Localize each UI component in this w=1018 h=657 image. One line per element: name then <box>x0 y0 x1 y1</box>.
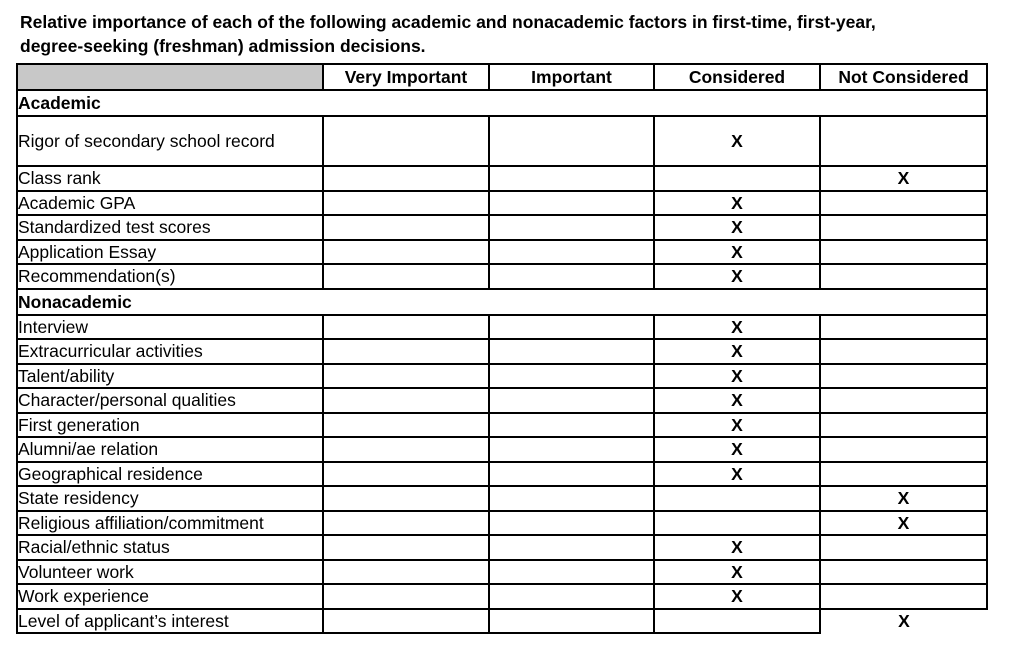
table-row <box>17 116 987 166</box>
section-header-row <box>17 90 987 116</box>
factor-label: Racial/ethnic status <box>17 535 323 560</box>
importance-mark-cell: X <box>654 560 820 585</box>
table-row <box>17 215 987 240</box>
section-header-row <box>17 289 987 315</box>
importance-mark-cell <box>820 191 987 216</box>
importance-mark-cell <box>323 511 489 536</box>
importance-mark-cell: X <box>820 511 987 536</box>
importance-mark-cell <box>323 413 489 438</box>
importance-mark-cell <box>820 535 987 560</box>
importance-mark-cell: X <box>654 364 820 389</box>
table-row <box>17 240 987 265</box>
factor-label: Extracurricular activities <box>17 339 323 364</box>
factor-label: Talent/ability <box>17 364 323 389</box>
importance-mark-cell <box>489 535 654 560</box>
importance-mark-cell: X <box>654 413 820 438</box>
table-row <box>17 339 987 364</box>
factor-label: Academic GPA <box>17 191 323 216</box>
importance-mark-cell <box>323 264 489 289</box>
importance-mark-cell <box>489 511 654 536</box>
importance-mark-cell <box>820 315 987 340</box>
table-row <box>17 437 987 462</box>
table-row <box>17 166 987 191</box>
importance-mark-cell <box>489 462 654 487</box>
factor-label: Character/personal qualities <box>17 388 323 413</box>
importance-mark-cell <box>820 388 987 413</box>
importance-mark-cell <box>489 116 654 166</box>
factor-label: Geographical residence <box>17 462 323 487</box>
title-line-1: Relative importance of each of the following academic and nonacademic factors in first-time, first-year, <box>20 12 876 32</box>
importance-mark-cell: X <box>654 388 820 413</box>
importance-mark-cell <box>489 609 654 634</box>
table-row <box>17 511 987 536</box>
column-header: Important <box>489 64 654 90</box>
importance-mark-cell <box>489 215 654 240</box>
admission-factors-table <box>16 63 988 634</box>
importance-mark-cell <box>323 462 489 487</box>
importance-mark-cell <box>820 413 987 438</box>
table-body <box>17 90 987 633</box>
importance-mark-cell <box>323 116 489 166</box>
table-row <box>17 535 987 560</box>
importance-mark-cell <box>820 364 987 389</box>
table-row <box>17 486 987 511</box>
importance-mark-cell <box>489 240 654 265</box>
importance-mark-cell <box>489 166 654 191</box>
importance-mark-cell <box>323 535 489 560</box>
factor-label: Rigor of secondary school record <box>17 116 323 166</box>
importance-mark-cell <box>489 364 654 389</box>
importance-mark-cell <box>654 166 820 191</box>
importance-mark-cell <box>489 437 654 462</box>
importance-mark-cell: X <box>654 215 820 240</box>
importance-mark-cell: X <box>654 462 820 487</box>
importance-mark-cell <box>820 116 987 166</box>
importance-mark-cell <box>323 215 489 240</box>
column-header: Not Considered <box>820 64 987 90</box>
importance-mark-cell <box>820 215 987 240</box>
factor-label: First generation <box>17 413 323 438</box>
importance-mark-cell <box>489 486 654 511</box>
importance-mark-cell <box>820 339 987 364</box>
importance-mark-cell <box>489 413 654 438</box>
table-row <box>17 364 987 389</box>
section-title: Academic <box>17 90 987 116</box>
importance-mark-cell: X <box>654 535 820 560</box>
importance-mark-cell <box>654 486 820 511</box>
importance-mark-cell: X <box>654 264 820 289</box>
importance-mark-cell <box>820 437 987 462</box>
importance-mark-cell <box>323 584 489 609</box>
importance-mark-cell <box>654 511 820 536</box>
importance-mark-cell <box>820 264 987 289</box>
importance-mark-cell <box>489 560 654 585</box>
importance-mark-cell <box>323 609 489 634</box>
importance-mark-cell: X <box>654 437 820 462</box>
importance-mark-cell <box>820 462 987 487</box>
table-row <box>17 264 987 289</box>
importance-mark-cell <box>323 166 489 191</box>
factor-label: Standardized test scores <box>17 215 323 240</box>
factor-label: Recommendation(s) <box>17 264 323 289</box>
header-corner-cell <box>17 64 323 90</box>
importance-mark-cell <box>654 609 820 634</box>
importance-mark-cell <box>323 191 489 216</box>
importance-mark-cell: X <box>654 315 820 340</box>
importance-mark-cell <box>323 315 489 340</box>
importance-mark-cell: X <box>654 240 820 265</box>
title-line-2: degree-seeking (freshman) admission decisions. <box>20 36 426 56</box>
table-row <box>17 413 987 438</box>
importance-mark-cell <box>323 560 489 585</box>
table-row <box>17 609 987 634</box>
importance-mark-cell <box>489 339 654 364</box>
importance-mark-cell: X <box>654 339 820 364</box>
factor-label: Volunteer work <box>17 560 323 585</box>
importance-mark-cell <box>323 486 489 511</box>
importance-mark-cell <box>489 191 654 216</box>
table-row <box>17 462 987 487</box>
factor-label: Work experience <box>17 584 323 609</box>
factor-label: State residency <box>17 486 323 511</box>
importance-mark-cell <box>323 437 489 462</box>
table-row <box>17 315 987 340</box>
section-title: Nonacademic <box>17 289 987 315</box>
factor-label: Interview <box>17 315 323 340</box>
header-row <box>17 64 987 90</box>
column-header: Considered <box>654 64 820 90</box>
importance-mark-cell <box>820 560 987 585</box>
factor-label: Alumni/ae relation <box>17 437 323 462</box>
importance-mark-cell <box>820 240 987 265</box>
importance-mark-cell: X <box>820 486 987 511</box>
importance-mark-cell <box>489 388 654 413</box>
importance-mark-cell: X <box>654 191 820 216</box>
importance-mark-cell: X <box>820 166 987 191</box>
importance-mark-cell <box>489 584 654 609</box>
table-title <box>20 10 1010 58</box>
table-row <box>17 560 987 585</box>
column-header: Very Important <box>323 64 489 90</box>
importance-mark-cell: X <box>654 116 820 166</box>
importance-mark-cell: X <box>820 609 987 634</box>
factor-label: Class rank <box>17 166 323 191</box>
importance-mark-cell <box>323 240 489 265</box>
importance-mark-cell: X <box>654 584 820 609</box>
importance-mark-cell <box>489 264 654 289</box>
factor-label: Application Essay <box>17 240 323 265</box>
table-row <box>17 191 987 216</box>
table-row <box>17 388 987 413</box>
importance-mark-cell <box>820 584 987 609</box>
factor-label: Religious affiliation/commitment <box>17 511 323 536</box>
table-row <box>17 584 987 609</box>
importance-mark-cell <box>323 388 489 413</box>
factor-label: Level of applicant’s interest <box>17 609 323 634</box>
importance-mark-cell <box>323 364 489 389</box>
importance-mark-cell <box>323 339 489 364</box>
importance-mark-cell <box>489 315 654 340</box>
